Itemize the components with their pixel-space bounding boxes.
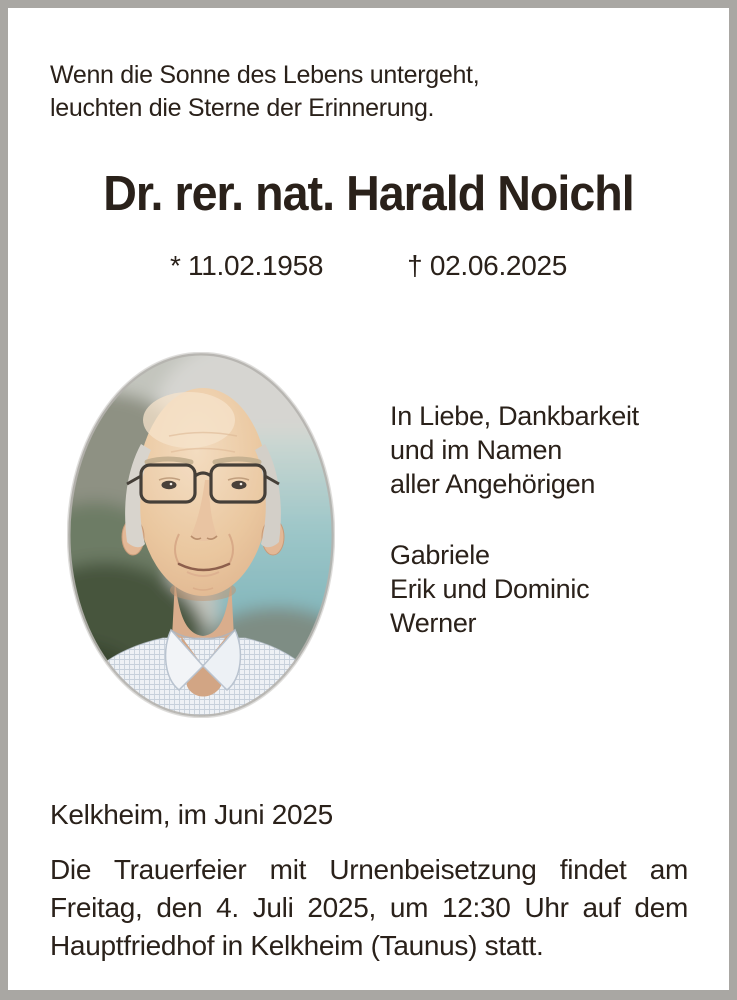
tribute-line: aller Angehörigen <box>390 469 596 499</box>
epigraph-line: leuchten die Sterne der Erinnerung. <box>50 94 435 122</box>
epigraph <box>50 59 479 125</box>
tribute-block <box>390 399 639 640</box>
funeral-line: Die Trauerfeier mit Urnenbeisetzung findet am <box>50 854 688 885</box>
epigraph-line: Wenn die Sonne des Lebens untergeht, <box>50 61 480 89</box>
portrait-photo-image <box>67 352 335 718</box>
obituary-card <box>8 8 729 990</box>
tribute-line: und im Namen <box>390 435 562 465</box>
mourner-name: Erik und Dominic <box>390 574 590 604</box>
deceased-name: Dr. rer. nat. Harald Noichl <box>103 167 634 221</box>
death-date: † 02.06.2025 <box>407 250 568 281</box>
funeral-notice <box>50 851 688 965</box>
mourner-name: Gabriele <box>390 540 490 570</box>
tribute-line: In Liebe, Dankbarkeit <box>390 401 639 431</box>
tribute-spacer <box>390 501 639 538</box>
life-dates <box>8 249 729 283</box>
portrait-photo <box>67 352 335 718</box>
place-dateline: Kelkheim, im Juni 2025 <box>50 799 333 830</box>
mourner-name: Werner <box>390 608 477 638</box>
birth-date: * 11.02.1958 <box>169 250 324 281</box>
funeral-line: Hauptfriedhof in Kelkheim (Taunus) statt. <box>50 930 544 961</box>
funeral-line: Freitag, den 4. Juli 2025, um 12:30 Uhr auf dem <box>50 892 688 923</box>
